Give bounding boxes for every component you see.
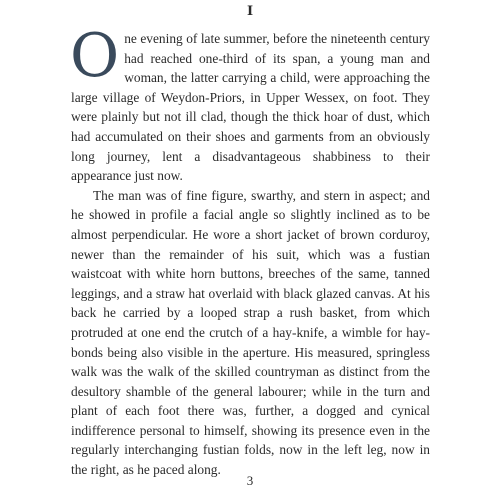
paragraph-2-text: The man was of fine figure, swarthy, and stern in aspect; and he showed in profile a facial angle so slightly inclined as to be almost perpendicular. He wore a short jacket of brown corduroy, newer than the remainder of his suit, which was a fustian waistcoat with white horn buttons, breeches of the same, tanned leggings, and a straw hat overlaid with black glazed canvas. At his back he carried by a looped strap a rush basket, from which protruded at one end the crutch of a hay-knife, a wimble for hay-bonds being also visible in the aperture. His measured, springless walk was the walk of the skilled countryman as distinct from the desultory shamble of the general labourer; while in the turn and plant of each foot there was, further, a dogged and cynical indifference personal to himself, showing its presence even in the regularly interchanging fustian folds, now in the left leg, now in the right, as he paced along. bbox=[71, 187, 430, 478]
paragraph-2 bbox=[71, 186, 430, 480]
paragraph-1-text: ne evening of late summer, before the nineteenth century had reached one-third of its span, a young man and woman, the latter carrying a child, were approaching the large village of Weydon-Priors, in Upper Wessex, on foot. They were plainly but not ill clad, though the thick hoar of dust, which had accumulated on their shoes and garments from an obviously long journey, lent a disadvantageous shabbiness to their appearance just now. bbox=[71, 31, 430, 184]
body-text bbox=[70, 21, 430, 480]
paragraph-1 bbox=[70, 21, 430, 186]
chapter-number: I bbox=[246, 4, 254, 19]
page-number: 3 bbox=[246, 473, 254, 488]
drop-cap: O bbox=[70, 21, 120, 91]
